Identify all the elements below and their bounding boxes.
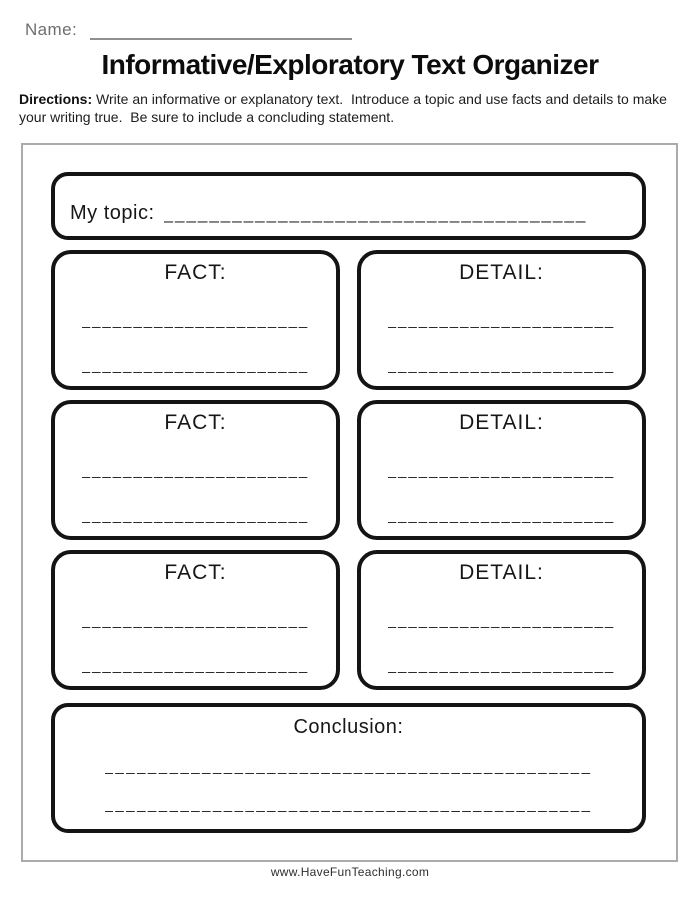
fact-detail-row-1 (51, 250, 646, 390)
fact-label: FACT: (164, 261, 227, 284)
detail-write-line-2: ______________________ (387, 508, 616, 524)
fact-write-line-1: ______________________ (81, 462, 310, 479)
name-label: Name: (25, 20, 78, 39)
conclusion-write-line-2: _____________________________________________ (104, 797, 593, 813)
fact-label: FACT: (164, 411, 227, 434)
topic-label: My topic: (70, 201, 155, 224)
fact-write-line-1: ______________________ (81, 612, 310, 629)
fact-detail-row-2 (51, 400, 646, 540)
directions-text: Write an informative or explanatory text. Introduce a topic and use facts and details to make your writing true. Be sure to include a concluding statement. (19, 91, 671, 125)
detail-box-2 (357, 400, 646, 540)
fact-box-2 (51, 400, 340, 540)
detail-write-line-1: ______________________ (387, 312, 616, 329)
page-title: Informative/Exploratory Text Organizer (101, 49, 599, 80)
detail-label: DETAIL: (459, 561, 544, 584)
fact-write-line-2: ______________________ (81, 658, 310, 674)
topic-inner (70, 202, 628, 225)
fact-detail-row-3 (51, 550, 646, 690)
topic-box (51, 172, 646, 240)
conclusion-label: Conclusion: (293, 716, 404, 738)
detail-label: DETAIL: (459, 261, 544, 284)
directions (19, 91, 682, 127)
fact-write-line-2: ______________________ (81, 508, 310, 524)
name-write-line (90, 21, 352, 40)
fact-box-3 (51, 550, 340, 690)
fact-write-line-1: ______________________ (81, 312, 310, 329)
footer-url: www.HaveFunTeaching.com (270, 865, 430, 879)
fact-write-line-2: ______________________ (81, 358, 310, 374)
detail-box-3 (357, 550, 646, 690)
worksheet-frame (21, 143, 678, 862)
detail-box-1 (357, 250, 646, 390)
fact-box-1 (51, 250, 340, 390)
fact-label: FACT: (164, 561, 227, 584)
detail-label: DETAIL: (459, 411, 544, 434)
directions-label: Directions: (19, 91, 93, 107)
name-row (0, 0, 700, 40)
conclusion-box (51, 703, 646, 833)
detail-write-line-2: ______________________ (387, 358, 616, 374)
topic-write-line: _____________________________________ (163, 203, 588, 223)
detail-write-line-1: ______________________ (387, 462, 616, 479)
detail-write-line-2: ______________________ (387, 658, 616, 674)
conclusion-write-line-1: _____________________________________________ (104, 759, 593, 775)
detail-write-line-1: ______________________ (387, 612, 616, 629)
